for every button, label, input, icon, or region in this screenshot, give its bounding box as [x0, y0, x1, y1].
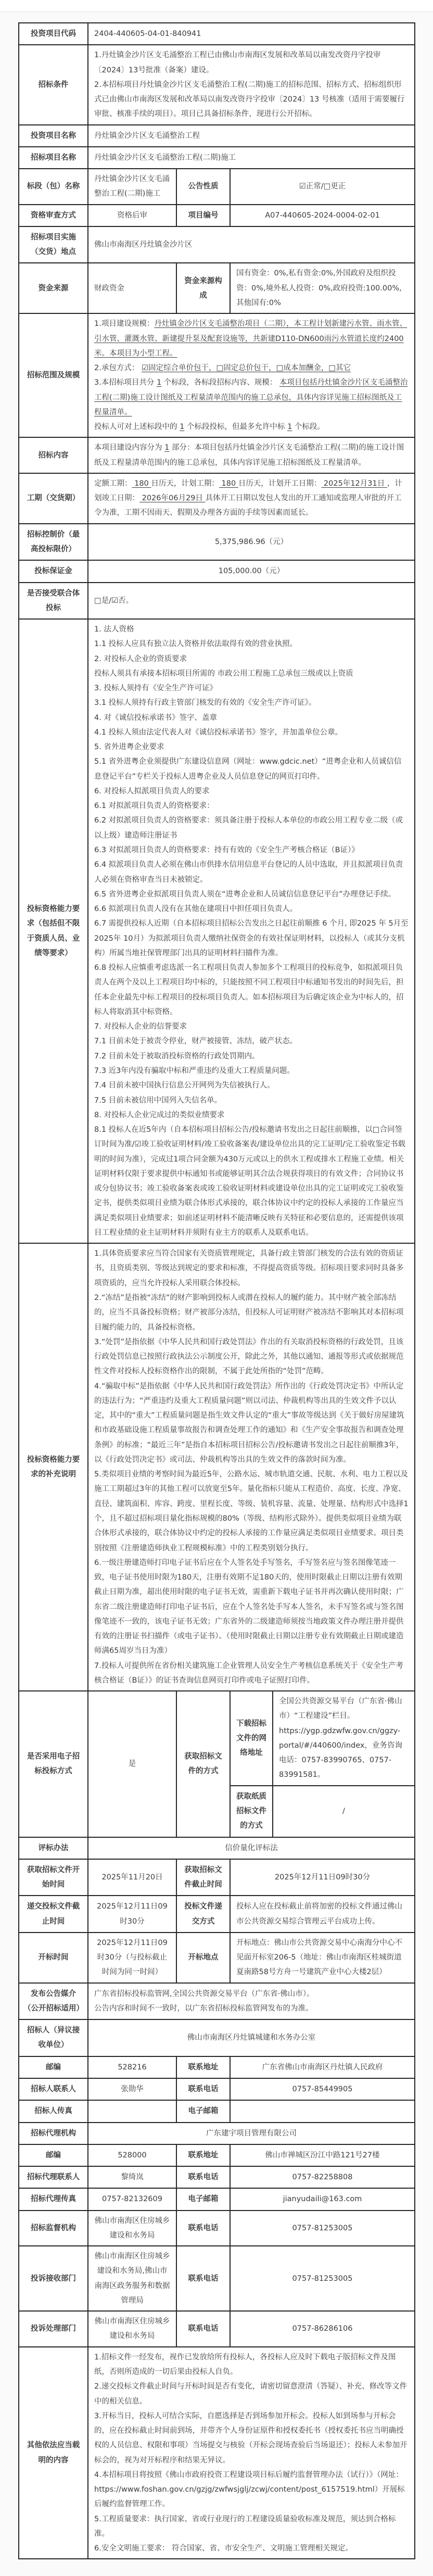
field-label: 标段（包）名称 [19, 169, 88, 205]
paragraph: 6.安全文明施工要求： 符合国家、省、市安全生产、文明施工管理相关规定。 [94, 2544, 353, 2553]
field-value [88, 1243, 415, 1691]
field-label: 获取招标文件的方式 [176, 1691, 230, 1837]
table-row [19, 2078, 415, 2100]
field-label: 是否采用电子招标投标方式 [19, 1691, 88, 1837]
field-value: 2025年11月20日 [88, 1859, 176, 1896]
field-value: 2025年12月11日09时30分 [230, 1859, 415, 1896]
field-value [230, 2100, 415, 2122]
paragraph: 7.3 近3年内没有骗取中标和严重违约及重大工程质量问题。 [94, 1067, 295, 1075]
field-value [88, 45, 415, 124]
paragraph: 本项目建设内容分为 1 部分：本项目包括丹灶镇金沙片区支毛涌整治工程(二期)的施工设计图纸及工程量清单范围内的施工总承包，具体内容详见施工招标图纸及工程量清单。 [94, 444, 404, 467]
sub-field-label: 获取纸质招标文件的方式 [230, 1786, 273, 1837]
top-strip [0, 0, 433, 12]
paragraph: 5.1 省外进粤企业须提供广东建设信息网（网址：www.gdcic.net）“进粤企业和人员诚信信息登记平台”专栏关于投标人进粤企业及人员信息登记的网页打印件。 [94, 757, 402, 781]
table-row [19, 226, 415, 263]
paragraph: 7.1 目前未处于被责令停业，财产被接管、冻结，破产状态。 [94, 1037, 298, 1046]
table-row [19, 23, 415, 45]
table-row [19, 1983, 415, 2020]
table-row [19, 205, 415, 226]
field-label: 投诉处理部门 [19, 2311, 88, 2347]
underlined-fill-in: 1 [164, 444, 170, 452]
paragraph: 5.工程质量要求：执行国家、省或行业现行的工程建设质量验收标准及规范，须达到合格标准。 [94, 2515, 396, 2538]
field-label: 投资项目名称 [19, 125, 88, 147]
paragraph: 6.1 对拟派项目负责人的资格要求： [94, 802, 214, 811]
field-label: 公告性质 [176, 169, 230, 205]
field-label: 招标范围及规模 [19, 313, 88, 437]
paragraph: 1.1 投标人应具有独立法人资格并依法取得有效的营业执照。 [94, 640, 298, 649]
paragraph: 6. 对投标人拟派项目负责人的要求 [94, 787, 210, 795]
table-row [19, 2188, 415, 2210]
table-row [19, 1691, 415, 1786]
field-value [88, 473, 415, 524]
field-label: 项目编号 [176, 205, 230, 226]
field-label: 招标人传真 [19, 2100, 88, 2122]
table-row [19, 560, 415, 582]
field-value: 国有资金：0%,私有资金:0%,外国政府及组织投资：0%,境外私人投资：0%,政府投资:100.00%,其他国有:0% [230, 263, 415, 313]
field-label: 招标代理机构 [19, 2123, 88, 2144]
table-row [19, 583, 415, 620]
field-value: 广东省佛山市南海区丹灶镇人民政府 [230, 2056, 415, 2078]
field-label: 是否接受联合体投标 [19, 583, 88, 620]
field-value: 张勋华 [88, 2078, 176, 2100]
table-row [19, 1243, 415, 1691]
paragraph: 6.4 拟派项目负责人必须在佛山市供排水信用信息平台登记的人员中选取，并且拟派项目负责人必须在资格审查当日未被锁定。 [94, 861, 403, 884]
field-value: 5,375,986.96（元） [88, 524, 415, 561]
paragraph: 8. 对投标人企业完成过的类似业绩要求 [94, 1110, 225, 1119]
field-label: 招标监督机构 [19, 2211, 88, 2246]
field-label: 招标项目实施（交货）地点 [19, 226, 88, 263]
paragraph: 6.6 拟派项目负责人没有在其他在建项目中担任项目负责人。 [94, 905, 298, 914]
field-label: 投诉接收部门 [19, 2246, 88, 2311]
underlined-fill-in: ☑固定综合单价包干，□固定总价包干，□成本加酬金，□其它 [141, 364, 351, 373]
field-label: 联系电话 [176, 2078, 230, 2100]
table-row [19, 619, 415, 1243]
table-row [19, 263, 415, 313]
field-value: A07-440605-2024-0004-02-01 [230, 205, 415, 226]
table-row [19, 1933, 415, 1983]
field-label: 开标地点 [176, 1933, 230, 1983]
table-row [19, 1896, 415, 1933]
table-row [19, 313, 415, 437]
field-value: 资格后审 [88, 205, 176, 226]
underlined-fill-in: 本项目包括丹灶镇金沙片区支毛涌整治工程(二期)施工设计图纸及工程量清单范围内的施工总承包，具体内容详见施工招标图纸及工程量清单。 [94, 378, 408, 416]
field-value: 佛山市南海区丹灶镇城建和水务办公室 [88, 2019, 415, 2056]
field-label: 其他依法应当载明的内容 [19, 2347, 88, 2559]
paragraph: 6.一级注册建造师打印电子证书后应在个人签名处手写签名，手写签名应与签名图像笔迹一致，电子证书使用时限为180天，注册有效期不足180天的，使用时限截止日期以注册有效期截止日期为准，超出使用时限的电子证书无效，需重新下载电子证书并再次确认使用时限；广东省二级注册建造师打印电子证书后，应在个人签名处手写本人签名，未手写签名或与签名图像笔迹不一致的，该电子证书无效；广东省外的二级建造师须按当地政策文件办理注册并提供有效的注册证书扫描件（或电子证书）。（使用时限截止日期以注册专业有效期截止日期或建造师满65周岁当日为准） [94, 1558, 404, 1656]
field-value: 投标人应在投标截止前将加密的投标文件通过佛山市公共资源交易综合管理云平台成功上传。 [230, 1896, 415, 1933]
paragraph: 1.丹灶镇金沙片区支毛涌整治工程已由佛山市南海区发展和改革局以南发改资丹字投审〔2024〕13号批准（备案）建设。 [94, 51, 381, 74]
paragraph: 7.4 目前未被中国执行信息公开网列为失信被执行人。 [94, 1081, 275, 1090]
field-label: 联系电话 [176, 2246, 230, 2311]
field-label: 投资项目代码 [19, 23, 88, 45]
field-value: 0757-82132609 [88, 2188, 176, 2210]
field-value: 丹灶镇金沙片区支毛涌整治工程(二期)施工 [88, 147, 415, 169]
paragraph: 2. 对投标人企业的资质要求 [94, 654, 187, 663]
field-label: 招标人（异议接收单位） [19, 2019, 88, 2056]
paragraph: 7. 对投标人企业的信誉要求 [94, 1022, 187, 1031]
paragraph: 4.本招标项目将按照《佛山市政府投资工程建设项目标后履约监督管理办法（试行）》（网址：https://www.foshan.gov.cn/gzjg/zwfwsjglj/zcwj/content/post_6157519.html）开展标后履约监督管理工作。 [94, 2470, 405, 2509]
sub-field-value: 全国公共资源交易平台（广东省·佛山市）“工程建设”栏目。https://ygp.gdzwfw.gov.cn/ggzy-portal/#/440600/index，业务咨询电话：0757-83990765、0757-83991581。 [273, 1691, 415, 1786]
field-label: 工期（交货期） [19, 473, 88, 524]
field-value: 0757-81253005 [230, 2211, 415, 2246]
field-value: 佛山市南海区住房城乡建设和水务局 [88, 2311, 176, 2347]
paragraph: 定额工期： 180 日历天，计划工期： 180 日历天，计划开工日期： 2025年12月31日 ，计划竣工日期： 2026年06月29日 具体开工日期以发包人发出的开工通知或监理人审批的开工令为准，工期不因雨天、假期及办理各方面的手续等因素而延长。 [94, 479, 402, 517]
field-value: 佛山市南海区住房城乡建设和水务局,佛山市南海区政务服务和数据管理局 [88, 2246, 176, 2311]
field-value: 财政资金 [88, 263, 176, 313]
paragraph: 2.递交投标文件截止时间与开标时间是否有变化，请密切留意澄清（答疑）、补充、修改等文件中的相关信息。 [94, 2382, 407, 2406]
table-row [19, 2144, 415, 2166]
tender-notice-page [0, 12, 433, 2576]
field-value: 是 [88, 1691, 176, 1837]
paragraph: 1.招标文件一经发布，视作已发放给所有投标人，各投标人应及时下载电子版招标文件及图纸，否则所造成的一切后果由投标人自负。 [94, 2353, 396, 2376]
underlined-fill-in: 1 [156, 378, 162, 387]
field-value: ☑正常/□更正 [230, 169, 415, 205]
paragraph: 4. 对《诚信投标承诺书》签字、盖章 [94, 713, 217, 722]
field-value: 丹灶镇金沙片区支毛涌整治工程 [88, 125, 415, 147]
paragraph: 1.具体资质要求应当符合国家有关资质管理规定，具备行政主管部门核发的合法有效的资质证书，且资质类别、等级达到规定的要求和标准，不得提高资质等级。招标项目要求同时具备多项资质的，应当允许投标人采用联合体投标。 [94, 1249, 404, 1287]
table-row [19, 147, 415, 169]
paragraph: 4.1 投标人须由法定代表人对《诚信投标承诺书》签字，并加盖单位公章。 [94, 728, 343, 737]
field-label: 联系地址 [176, 2144, 230, 2166]
paragraph: 3. 投标人须持有《安全生产许可证》 [94, 684, 217, 693]
paragraph: 5. 省外进粤企业要求 [94, 743, 164, 752]
paragraph: 1. 法人资格 [94, 625, 134, 634]
table-row [19, 2211, 415, 2246]
paragraph: 4.“骗取中标”是指依据《中华人民共和国行政处罚法》所作出的《行政处罚决定书》中所认定的违法行为；“严重违约及重大工程质量问题”则以司法、仲裁机构等出具的生效文件予以认定，其中的“重大”工程质量问题是指生效文件认定的“重大”事故等级达到《关于做好房屋建筑和市政基础设施工程质量事故报告和调查处理工作的通知》和《生产安全事故报告和调查处理条例》的标准；“最近三年”是指自本招标项目招标公告/投标邀请书发出之日起往前顺推3年，以《行政处罚决定书》或司法、仲裁机构等出具的生效文件的落款时间为准。 [94, 1382, 404, 1464]
field-label: 投标资格能力要求的补充说明 [19, 1243, 88, 1691]
sub-field-label: 下载招标文件的网络地址 [230, 1691, 273, 1786]
table-row [19, 169, 415, 205]
field-label: 招标代理传真 [19, 2188, 88, 2210]
paragraph: 6.3 对拟派项目负责人的资格要求：持有有效的《安全生产考核合格证（B证）》 [94, 846, 359, 855]
field-label: 开标时间 [19, 1933, 88, 1983]
paragraph: 3.开标当日，投标人可结合实际，自愿选择是否到场参加开标会。投标人如到场参与开标会的，应在投标截止时间前到场，并带齐个人身份证原件和授权委托书（授权委托书应当明确授权的人员信息、权限和事项）当场提交与核验（开标会现场查验后当场退还）；投标人未参加开标会的，视为对开标程序和结果无异议。 [94, 2411, 407, 2465]
field-label: 资金来源 [19, 263, 88, 313]
field-value [88, 619, 415, 1243]
field-label: 招标项目名称 [19, 147, 88, 169]
field-value: 0757-81253005 [230, 2246, 415, 2311]
table-row [19, 2311, 415, 2347]
field-label: 投标保证金 [19, 560, 88, 582]
underlined-fill-in: 2026年06月29日 [139, 494, 206, 503]
field-value: 开标地点：佛山市公共资源交易中心南海分中心不见面开标室206-5（地址：佛山市南海区桂城街道夏南路58号方舟一号建筑产业中心大楼2层） [230, 1933, 415, 1983]
table-row [19, 524, 415, 561]
field-value: 信价量化评标法 [88, 1837, 415, 1859]
underlined-fill-in: 180 [132, 479, 151, 488]
table-row [19, 2246, 415, 2311]
paragraph: 2.本招标项目丹灶镇金沙片区支毛涌整治工程(二期)施工的招标范围、招标方式、招标组织形式已由佛山市南海区发展和改革局以南发改资丹字投审〔2024〕13 号核准（适用于需要履行审批、核准手续的项目）。项目已具备招标条件，现进行公开招标。 [94, 80, 405, 119]
paragraph: 2.承包方式： ☑固定综合单价包干，□固定总价包干，□成本加酬金，□其它 [94, 364, 351, 373]
field-label: 评标办法 [19, 1837, 88, 1859]
paragraph: 公告内容和时间不一致时，以广东省招标投标监管网发布的为准。 [94, 2004, 313, 2013]
paragraph: 广东省招标投标监管网,全国公共资源交易平台（广东省·佛山市）。 [94, 1989, 314, 1998]
field-label: 电子邮箱 [176, 2188, 230, 2210]
field-value: 广东建宇项目管理有限公司 [88, 2123, 415, 2144]
underlined-fill-in: 180 [219, 479, 238, 488]
table-row [19, 2056, 415, 2078]
paragraph: 7.5 目前未被信用中国列入失信名单。 [94, 1096, 222, 1105]
paragraph: 1.项目建设规模：丹灶镇金沙片区支毛涌整治项目（二期），本工程计划新建污水管、雨水管、引水管、灌溉水管、新建提升泵及配套设施等，共新建D110-DN600雨污水管道长度约2400米。本项目为小型工程。 [94, 320, 407, 358]
field-label: 电子邮箱 [176, 2100, 230, 2122]
field-value [88, 2347, 415, 2559]
field-value: 佛山市南海区丹灶镇金沙片区 [88, 226, 415, 263]
field-value: 黎绮岚 [88, 2166, 176, 2188]
paragraph: 6.5 省外进粤企业拟派项目负责人须在“进粤企业和人员诚信信息登记平台”办理登记手续。 [94, 890, 396, 899]
field-label: 获取招标文件截止时间 [176, 1859, 230, 1896]
paragraph: 投标人可对上述标段中的 1 个标段投标，但最多允许中标 1 个标段。 [94, 423, 325, 432]
field-value [88, 2100, 176, 2122]
field-label: 联系电话 [176, 2211, 230, 2246]
field-label: 投标文件递交方式 [176, 1896, 230, 1933]
field-label: 招标代理联系人 [19, 2166, 88, 2188]
field-value [88, 437, 415, 473]
field-value [88, 1983, 415, 2020]
paragraph: 6.7 需提供投标人近期（自本招标项目招标公告发出之日起往前顺推 6 个月, 即2025 年 5月至 2025年 10月）为拟派项目负责人缴纳社保资金的有效社保证明材料，以投标人（或其分支机构）所属当地社保管理部门出具的证明材料扫描件为准。 [94, 919, 409, 957]
field-label: 邮编 [19, 2056, 88, 2078]
paragraph: 6.2 对拟派项目负责人的资格要求：须具备注册于投标人本单位的市政公用工程专业二级（或以上级）建造师注册证书 [94, 816, 403, 840]
table-row [19, 473, 415, 524]
table-row [19, 2100, 415, 2122]
field-label: 邮编 [19, 2144, 88, 2166]
field-label: 资格审查方式 [19, 205, 88, 226]
field-value: 105,000.00（元） [88, 560, 415, 582]
field-label: 发布公告媒介（公开招标适用） [19, 1983, 88, 2020]
underlined-fill-in: 2025年12月31日 [321, 479, 387, 488]
field-value: 2025年12月11日09时30分 [88, 1896, 176, 1933]
field-label: 递交投标文件截止时间 [19, 1896, 88, 1933]
table-row [19, 437, 415, 473]
field-label: 联系电话 [176, 2311, 230, 2347]
field-value: 丹灶镇金沙片区支毛涌整治工程(二期)施工 [88, 169, 176, 205]
field-value: 0757-85449905 [230, 2078, 415, 2100]
field-value: □是/☑否。 [88, 583, 415, 620]
underlined-fill-in: 1 [287, 423, 292, 432]
paragraph: 5.类似项目业绩的考察时间为最近5年，公路水运、城市轨道交通、民航、水利、电力工程以及施工工期超过3年的其他工程可以放宽至5年。量化指标只能从工程造价、高度、长度、净宽、直径、建筑面积、库容、跨度、里程长度、等级、装机容量、流量、处理量、结构形式中选择1个，且不超过招标项目量化指标规模的80%（等级、结构形式除外）。提供类似项目业绩为联合体形式承接的，联合体协议中约定的投标人承接的工作量应满足类似项目业绩要求。项目类别按照《注册建造师执业工程规模标准》中的工程类别划分执行。 [94, 1470, 409, 1552]
paragraph: 7.2 目前未处于被取消投标资格的行政处罚期内。 [94, 1052, 260, 1060]
table-row [19, 2347, 415, 2559]
underlined-fill-in: 丹灶镇金沙片区支毛涌整治项目（二期），本工程计划新建污水管、雨水管、引水管、灌溉水管、新建提升泵及配套设施等，共新建D110-DN600雨污水管道长度约2400米。本项目为小型工程。 [94, 320, 407, 358]
table-row [19, 125, 415, 147]
field-label: 招标人联系人 [19, 2078, 88, 2100]
table-row [19, 1837, 415, 1859]
paragraph: 8.1 投标人在近5年内（自本招标项目招标公告/投标邀请书发出之日起往前顺推，以□合同签订时间为准/☑竣工验收证明材料/竣工验收备案表/建设单位出具的完工证明/完工验收鉴定书载明的时间为准），完成过1项合同金额为430万元或以上的供水工程或排水工程施工业绩。相关证明材料仅限于要求提供中标通知书或能够证明其合法合规获得项目的有效文件；合同协议书或分包协议书；竣工验收备案表或竣工验收证明材料或建设单位出具的完工证明或完工验收鉴定书，提供类似项目业绩为联合体形式承接的，联合体协议中约定的投标人承接的工作量应当满足类似项目业绩要求；如前述证明材料不能清晰反映有关特征和必要信息的，还需提供该项目工程业绩的业主证明材料并须附有业主方的联系人及联系电话。 [94, 1126, 406, 1237]
table-row [19, 2123, 415, 2144]
field-label: 资金来源构成 [176, 263, 230, 313]
paragraph: 7.投标人可提供所在省份相关建筑施工企业管理人员安全生产考核信息系统关于《安全生产考核合格证（B证）》的证书查询信息网页打印件或电子证照打印件。 [94, 1661, 403, 1685]
field-label: 招标内容 [19, 437, 88, 473]
paragraph: 3.1 投标人须持有行政主管部门核发的有效的《安全生产许可证》。 [94, 699, 316, 708]
field-label: 招标条件 [19, 45, 88, 124]
field-value: 0757-82258808 [230, 2166, 415, 2188]
field-value: 2404-440605-04-01-840941 [88, 23, 415, 45]
tender-notice-table [18, 22, 415, 2559]
paragraph: 投标人须具有承接本招标项目所需的 市政公用工程施工总承包三级或以上资质 [94, 669, 353, 678]
field-value: 528000 [88, 2144, 176, 2166]
paragraph: 6.8 投标人应慎重考虑选派一名工程项目负责人参加多个工程项目的投标竞争，如拟派项目负责人在两个及以上工程项目均中标的，只能按照不同工程项目中标通知书发出的时间先后，担任本企业最先中标工程项目的投标项目负责人。如本招标项目为后确定该企业为中标人的，招标人将取消其中标资格。 [94, 964, 404, 1016]
paragraph: 3.本招标项目共分 1 个标段，各标段招标内容、规模： 本项目包括丹灶镇金沙片区支毛涌整治工程(二期)施工设计图纸及工程量清单范围内的施工总承包，具体内容详见施工招标图纸及工程量清单。 [94, 378, 408, 416]
field-label: 联系电话 [176, 2166, 230, 2188]
field-value: jianyudaili@163.com [230, 2188, 415, 2210]
paragraph: 3.“处罚”是指依据《中华人民共和国行政处罚法》作出的有关取消投标资格的行政处罚，且该行政处罚信息已按照行政执法公示制度公开，除此之外，其他以通知、通报等形式或依据规范性文件对投标人投标资格作出的限制，不属于此处所指的“处罚”范畴。 [94, 1337, 404, 1376]
paragraph: 2.“冻结”是指被“冻结”的财产影响到投标人或潜在投标人的履约能力。其中财产被全部冻结的，应当不具备投标资格；财产被部分冻结，但投标人可证明财产被冻结不影响其对本招标项目履约能力的，具备投标资格。 [94, 1293, 404, 1332]
field-value: 0757-86286106 [230, 2311, 415, 2347]
field-label: 投标资格能力要求（包括但不限于资质人员、业绩等要求） [19, 619, 88, 1243]
field-value: 佛山市南海区住房城乡建设和水务局 [88, 2211, 176, 2246]
field-label: 招标控制价（最高投标限价） [19, 524, 88, 561]
table-row [19, 2019, 415, 2056]
sub-field-value: / [273, 1786, 415, 1837]
field-label: 联系地址 [176, 2056, 230, 2078]
tender-notice-rows [19, 23, 415, 2559]
field-value: 佛山市禅城区汾江中路121号27楼 [230, 2144, 415, 2166]
field-label: 获取招标文件开始时间 [19, 1859, 88, 1896]
field-value: 528216 [88, 2056, 176, 2078]
field-value: 2025年12月11日09时30分（与投标截止时间为同一时间） [88, 1933, 176, 1983]
table-row [19, 2166, 415, 2188]
field-value [88, 313, 415, 437]
table-row [19, 1859, 415, 1896]
table-row [19, 45, 415, 124]
underlined-fill-in: 1 [180, 423, 185, 432]
